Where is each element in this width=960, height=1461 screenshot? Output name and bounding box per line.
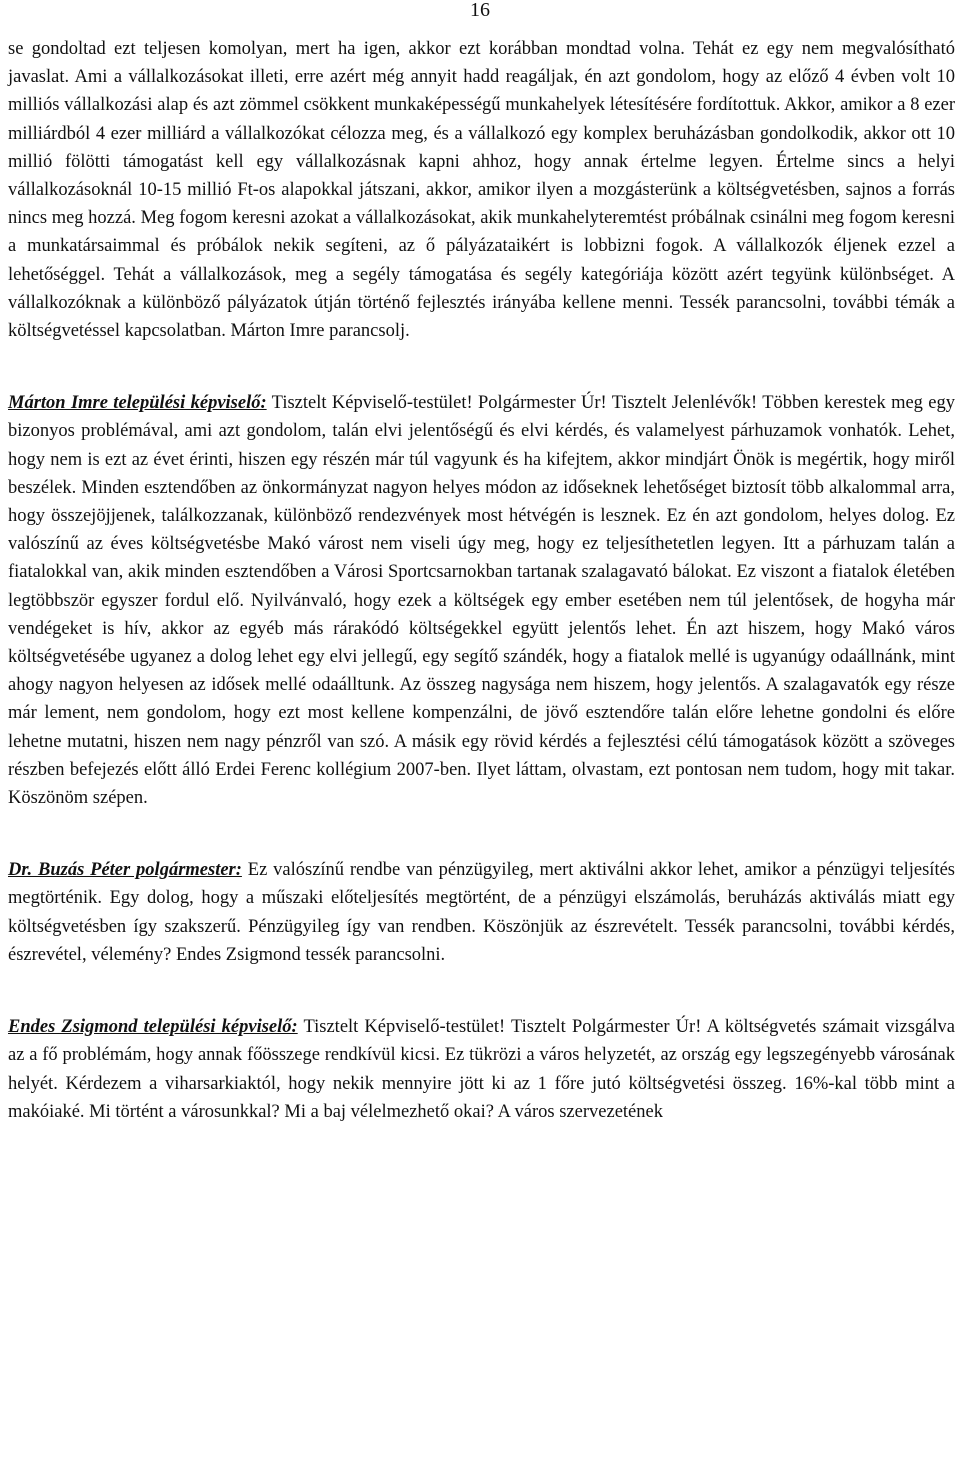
document-body [8, 35, 955, 1126]
paragraph-text: Tisztelt Képviselő-testület! Polgármester Úr! Tisztelt Jelenlévők! Többen kerestek meg egy bizonyos problémával, ami azt gondolom, talán elvi jelentőségű és elvi kérdés, és valamelyest párhuzamok vonhatók. Lehet, hogy nem is ezt az évet érinti, hiszen egy részén már túl vagyunk és ha kifejtem, akkor mindjárt Önök is megértik, hogy miről beszélek. Minden esztendőben az önkormányzat nagyon helyes módon az időseknek lehetőséget biztosít több alkalommal arra, hogy összejöjjenek, találkozzanak, különböző rendezvények most hétvégén is lesznek. Ez én azt gondolom, helyes dolog. Ez valószínű az éves költségvetésbe Makó várost nem viseli úgy meg, hogy ez teljesíthetetlen legyen. Itt a párhuzam talán a fiatalokkal van, akik minden esztendőben a Városi Sportcsarnokban tartanak szalagavató bálokat. Ez viszont a fiatalok életében legtöbbször egyszer fordul elő. Nyilvánvaló, hogy ezek a költségek egy ember esetében nem túl jelentősek, de hogyha már vendégeket is hív, akkor az egyéb más rárakódó költségekkel együtt jelentős lehet. Én azt hiszem, hogy Makó város költségvetésébe ugyanez a dolog lehet egy elvi jellegű, egy segítő szándék, hogy a fiatalok mellé is ugyanúgy odaállnánk, mint ahogy nagyon helyesen az idősek mellé odaálltunk. Az összeg nagysága nem hiszem, hogy jelentős. A szalagavatók egy része már lement, nem gondolom, hogy ezt most kellene kompenzálni, de jövő esztendőre talán előre lehetne gondolni és előre lehetne mutatni, hiszen nem nagy pénzről van szó. A másik egy rövid kérdés a fejlesztési célú támogatások között a szöveges részben befejezés előtt álló Erdei Ferenc kollégium 2007-ben. Ilyet láttam, olvastam, ezt pontosan nem tudom, hogy mit takar. Köszönöm szépen. [8, 393, 955, 809]
speaker-name: Endes Zsigmond települési képviselő: [8, 1017, 298, 1038]
speaker-name: Dr. Buzás Péter polgármester: [8, 860, 242, 881]
paragraph-continuation [8, 35, 955, 345]
paragraph-buzas-peter [8, 856, 955, 969]
paragraph-text: Ez valószínű rendbe van pénzügyileg, mert aktiválni akkor lehet, amikor a pénzügyi teljesítés megtörténik. Egy dolog, hogy a műszaki előteljesítés megtörtént, de a pénzügyi elszámolás, beruházás aktiválás miatt egy költségvetésben így szakszerű. Pénzügyileg így van rendben. Köszönjük az észrevételt. Tessék parancsolni, további kérdés, észrevétel, vélemény? Endes Zsigmond tessék parancsolni. [8, 860, 955, 965]
speaker-name: Márton Imre települési képviselő: [8, 393, 267, 414]
paragraph-marton-imre [8, 389, 955, 812]
page-number: 16 [470, 0, 490, 21]
paragraph-endes-zsigmond [8, 1013, 955, 1126]
paragraph-text: Tisztelt Képviselő-testület! Tisztelt Polgármester Úr! A költségvetés számait vizsgálva az a fő problémám, hogy annak főösszege rendkívül kicsi. Ez tükrözi a város helyzetét, az ország egy legszegényebb városának helyét. Kérdezem a viharsarkiaktól, hogy nekik mennyire jött ki az 1 főre jutó költségvetési összeg. 16%-kal több mint a makóiaké. Mi történt a városunkkal? Mi a baj vélelmezhető okai? A város szervezetének [8, 1017, 955, 1122]
paragraph-text: se gondoltad ezt teljesen komolyan, mert ha igen, akkor ezt korábban mondtad volna. Tehát ez egy nem megvalósítható javaslat. Ami a vállalkozásokat illeti, erre azért még annyit hadd reagáljak, én azt gondolom, hogy az előző 4 évben volt 10 milliós vállalkozási alap és azt zömmel csökkent munkaképességű munkahelyek létesítésére fordítottuk. Akkor, amikor a 8 ezer milliárdból 4 ezer milliárd a vállalkozókat célozza meg, és a vállalkozó egy komplex beruházásban gondolkodik, akkor ott 10 millió fölötti támogatást kell egy vállalkozásnak kapni ahhoz, hogy annak értelme legyen. Értelme sincs a helyi vállalkozásoknál 10-15 millió Ft-os alapokkal játszani, akkor, amikor ilyen a mozgásterünk a költségvetésben, sajnos a forrás nincs meg hozzá. Meg fogom keresni azokat a vállalkozásokat, akik munkahelyteremtést próbálnak csinálni meg fogom keresni a munkatársaimmal és próbálok nekik segíteni, az ő pályázataikért is lobbizni fogok. A vállalkozók éljenek ezzel a lehetőséggel. Tehát a vállalkozások, meg a segély támogatása és segély kategóriája között azért tegyünk különbséget. A vállalkozóknak a különböző pályázatok útján történő fejlesztés irányába kellene menni. Tessék parancsolni, további témák a költségvetéssel kapcsolatban. Márton Imre parancsolj. [8, 39, 955, 342]
